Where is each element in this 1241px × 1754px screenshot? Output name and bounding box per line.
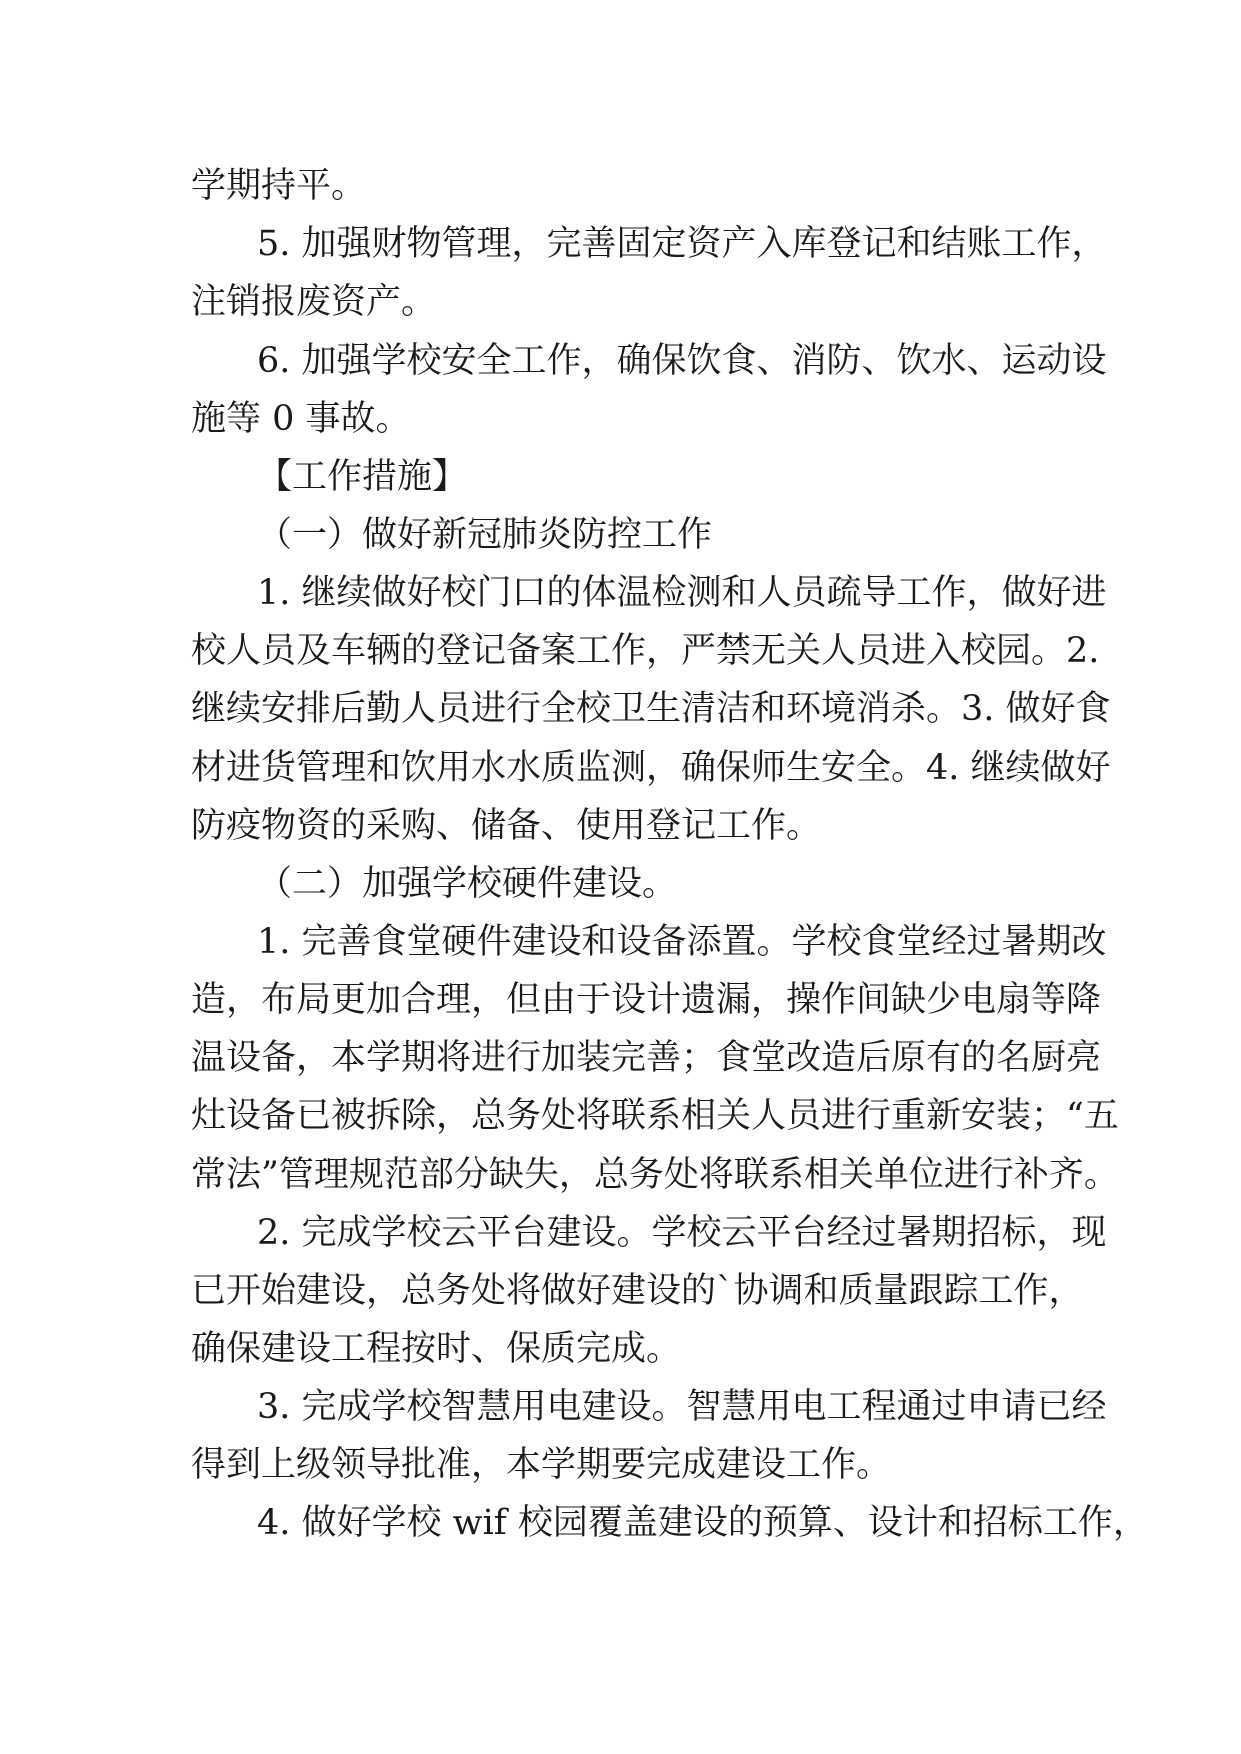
text-line: 防疫物资的采购、储备、使用登记工作。 bbox=[191, 806, 822, 846]
text-line: 温设备，本学期将进行加装完善；食堂改造后原有的名厨亮 bbox=[191, 1038, 1102, 1078]
text-line: 学期持平。 bbox=[191, 166, 367, 206]
section-heading: 【工作措施】 bbox=[257, 457, 468, 497]
text-line: 常法”管理规范部分缺失，总务处将联系相关单位进行补齐。 bbox=[191, 1155, 1119, 1195]
text-line: 灶设备已被拆除，总务处将联系相关人员进行重新安装；“五 bbox=[191, 1096, 1119, 1136]
text-line: 1. 完善食堂硬件建设和设备添置。学校食堂经过暑期改 bbox=[257, 922, 1107, 962]
text-line: 1. 继续做好校门口的体温检测和人员疏导工作，做好进 bbox=[257, 573, 1107, 613]
text-line: 材进货管理和饮用水水质监测，确保师生安全。4. 继续做好 bbox=[191, 748, 1111, 788]
text-line: 4. 做好学校 wif 校园覆盖建设的预算、设计和招标工作， bbox=[257, 1503, 1148, 1543]
text-line: 6. 加强学校安全工作，确保饮食、消防、饮水、运动设 bbox=[257, 341, 1107, 381]
text-line: 5. 加强财物管理，完善固定资产入库登记和结账工作， bbox=[257, 224, 1107, 264]
text-line: 注销报废资产。 bbox=[191, 282, 437, 322]
text-line: 确保建设工程按时、保质完成。 bbox=[191, 1329, 682, 1369]
text-line: 2. 完成学校云平台建设。学校云平台经过暑期招标，现 bbox=[257, 1213, 1107, 1253]
text-line: 造，布局更加合理，但由于设计遗漏，操作间缺少电扇等降 bbox=[191, 980, 1102, 1020]
text-line: 已开始建设，总务处将做好建设的`协调和质量跟踪工作， bbox=[191, 1271, 1084, 1311]
text-line: 校人员及车辆的登记备案工作，严禁无关人员进入校园。2. bbox=[191, 631, 1100, 671]
text-line: 施等 0 事故。 bbox=[191, 399, 411, 439]
text-line: 得到上级领导批准，本学期要完成建设工作。 bbox=[191, 1445, 892, 1485]
subsection-heading: （二）加强学校硬件建设。 bbox=[257, 864, 678, 904]
subsection-heading: （一）做好新冠肺炎防控工作 bbox=[257, 515, 713, 555]
text-line: 继续安排后勤人员进行全校卫生清洁和环境消杀。3. 做好食 bbox=[191, 689, 1111, 729]
text-line: 3. 完成学校智慧用电建设。智慧用电工程通过申请已经 bbox=[257, 1387, 1107, 1427]
